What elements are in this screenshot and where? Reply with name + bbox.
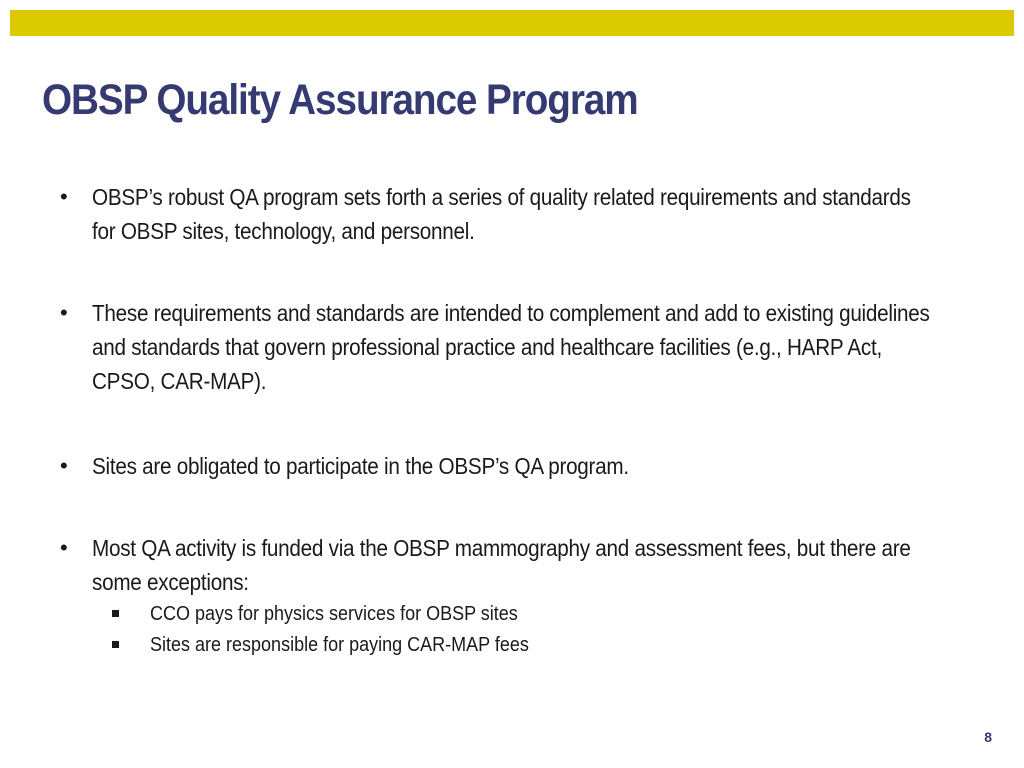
bullet-item xyxy=(60,180,1024,248)
bullet-marker: • xyxy=(60,300,68,325)
sub-bullet-item xyxy=(112,599,571,630)
accent-bar xyxy=(10,10,1014,36)
bullet-marker: • xyxy=(60,184,68,209)
sub-bullet-text: CCO pays for physics services for OBSP sites xyxy=(150,603,518,625)
bullet-marker: • xyxy=(60,453,68,478)
slide-title: OBSP Quality Assurance Program xyxy=(42,76,638,124)
sub-bullet-text: Sites are responsible for paying CAR-MAP fees xyxy=(150,634,529,656)
bullet-item xyxy=(60,531,1024,599)
bullet-text: OBSP’s robust QA program sets forth a series of quality related requirements and standards for OBSP sites, technology, and personnel. xyxy=(92,184,911,244)
sub-bullet-list xyxy=(112,599,571,661)
bullet-text: Sites are obligated to participate in the OBSP’s QA program. xyxy=(92,453,629,479)
page-number: 8 xyxy=(984,729,992,745)
square-bullet-icon xyxy=(112,610,119,617)
square-bullet-icon xyxy=(112,641,119,648)
bullet-text: Most QA activity is funded via the OBSP mammography and assessment fees, but there are some exceptions: xyxy=(92,535,911,595)
bullet-item xyxy=(60,296,1024,398)
sub-bullet-item xyxy=(112,630,571,661)
bullet-item xyxy=(60,449,1024,483)
bullet-marker: • xyxy=(60,535,68,560)
bullet-text: These requirements and standards are intended to complement and add to existing guidelines and standards that govern professional practice and healthcare facilities (e.g., HARP Act, CPSO, CAR-MAP). xyxy=(92,300,930,394)
